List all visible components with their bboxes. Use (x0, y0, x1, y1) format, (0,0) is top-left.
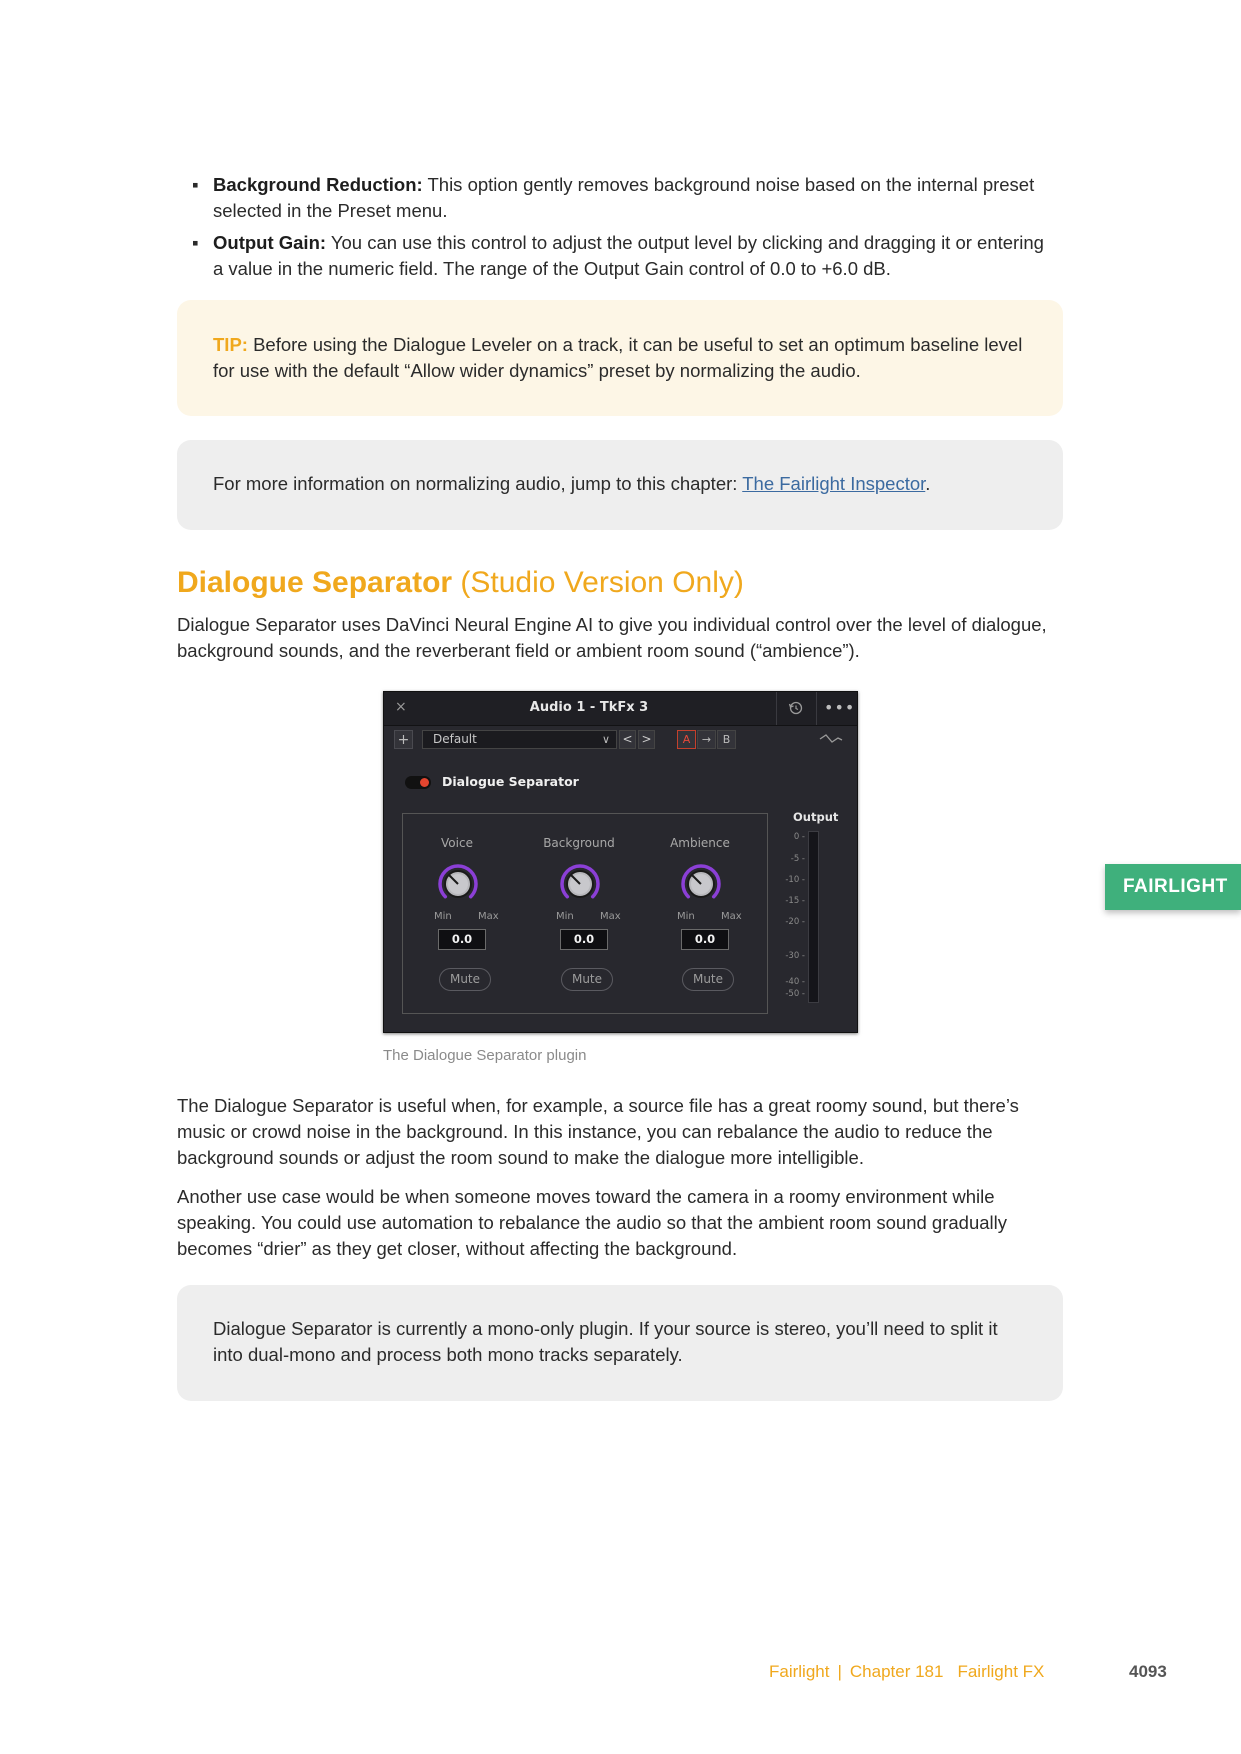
tip-box (177, 300, 1063, 416)
separator-controls-panel (402, 813, 768, 1014)
meter-tick: -10 - (785, 875, 805, 885)
body-paragraph: Another use case would be when someone moves toward the camera in a roomy environment while speaking. You could use automation to rebalance the audio so that the ambient room sound gradually becomes “drier” as they get closer, without affecting the background. (177, 1186, 1007, 1259)
ambience-value-field[interactable]: 0.0 (681, 929, 729, 950)
footer-breadcrumb (769, 1661, 1044, 1683)
voice-knob[interactable] (436, 862, 480, 906)
meter-tick: -15 - (785, 896, 805, 906)
background-mute-button[interactable]: Mute (561, 968, 613, 991)
footer-chapter-title: Fairlight FX (957, 1662, 1045, 1681)
min-label: Min (556, 911, 574, 922)
meter-tick: -30 - (785, 951, 805, 961)
bullet-icon: ▪ (192, 232, 199, 253)
bullet-text: You can use this control to adjust the output level by clicking and dragging it or entering a value in the numeric field. The range of the Output Gain control of 0.0 to +6.0 dB. (213, 232, 1044, 279)
list-item (178, 230, 1058, 282)
plugin-titlebar (384, 692, 857, 726)
divider (776, 692, 777, 725)
voice-value-field[interactable]: 0.0 (438, 929, 486, 950)
min-label: Min (677, 911, 695, 922)
ambience-mute-button[interactable]: Mute (682, 968, 734, 991)
bullet-icon: ▪ (192, 174, 199, 195)
footer-section: Fairlight (769, 1662, 830, 1681)
channel-background (529, 814, 629, 1014)
preset-toolbar (384, 726, 857, 752)
page-number: 4093 (1129, 1662, 1167, 1681)
max-label: Max (478, 911, 499, 922)
info-box (177, 440, 1063, 530)
meter-tick: -40 - (785, 977, 805, 987)
figure-caption: The Dialogue Separator plugin (383, 1047, 587, 1064)
channel-ambience (650, 814, 750, 1014)
bypass-toggle[interactable] (405, 776, 431, 789)
dialogue-separator-plugin-window (383, 691, 858, 1033)
info-text: For more information on normalizing audio, jump to this chapter: (213, 473, 743, 494)
section-title: Dialogue Separator (177, 566, 453, 599)
channel-label: Ambience (670, 836, 730, 850)
min-label: Min (434, 911, 452, 922)
chevron-down-icon: ∨ (601, 733, 610, 746)
compare-a-button[interactable]: A (677, 730, 696, 749)
copy-a-to-b-button[interactable]: → (697, 730, 716, 749)
channel-voice (407, 814, 507, 1014)
list-item (178, 172, 1058, 224)
divider (816, 692, 817, 725)
next-preset-button[interactable]: > (638, 730, 655, 749)
section-subtitle: (Studio Version Only) (452, 566, 744, 599)
meter-tick: -5 - (790, 854, 805, 864)
footer-chapter: Chapter 181 (849, 1662, 944, 1681)
close-icon[interactable]: × (395, 699, 407, 715)
tip-text: Before using the Dialogue Leveler on a track, it can be useful to set an optimum baseline level for use with the default “Allow wider dynamics” preset by normalizing the audio. (213, 334, 1023, 381)
meter-tick: 0 - (793, 832, 805, 842)
toggle-indicator (420, 778, 429, 787)
info-end: . (925, 473, 931, 494)
compare-b-button[interactable]: B (717, 730, 736, 749)
section-heading (177, 563, 744, 603)
preset-select[interactable] (422, 730, 617, 749)
meter-tick: -50 - (785, 989, 805, 999)
plugin-name: Dialogue Separator (442, 774, 579, 789)
meter-tick: -20 - (785, 917, 805, 927)
curve-icon[interactable] (818, 731, 844, 747)
reset-icon[interactable] (787, 699, 805, 717)
bullet-list (178, 172, 1058, 288)
note-text: Dialogue Separator is currently a mono-only plugin. If your source is stereo, you’ll need to split it into dual-mono and process both mono tracks separately. (213, 1318, 998, 1365)
footer-divider: | (837, 1662, 842, 1681)
more-options-icon[interactable]: ••• (824, 698, 856, 717)
section-side-tab[interactable]: FAIRLIGHT (1105, 864, 1241, 910)
tip-label: TIP: (213, 334, 248, 355)
chapter-link[interactable]: The Fairlight Inspector (742, 473, 926, 494)
background-value-field[interactable]: 0.0 (560, 929, 608, 950)
voice-mute-button[interactable]: Mute (439, 968, 491, 991)
output-label: Output (793, 810, 839, 824)
previous-preset-button[interactable]: < (619, 730, 636, 749)
output-meter (808, 831, 819, 1003)
max-label: Max (721, 911, 742, 922)
max-label: Max (600, 911, 621, 922)
preset-value: Default (433, 732, 477, 746)
plugin-title: Audio 1 - TkFx 3 (529, 700, 649, 715)
add-preset-button[interactable]: + (394, 730, 413, 749)
body-paragraph: The Dialogue Separator is useful when, for example, a source file has a great roomy sound, but there’s music or crowd noise in the background. In this instance, you can rebalance the audio to reduce the background sounds or adjust the room sound to make the dialogue more intelligible. (177, 1095, 1019, 1168)
background-knob[interactable] (558, 862, 602, 906)
ambience-knob[interactable] (679, 862, 723, 906)
note-box (177, 1285, 1063, 1401)
bullet-text: This option gently removes background noise based on the internal preset selected in the Preset menu. (213, 174, 1035, 221)
channel-label: Background (543, 836, 615, 850)
intro-paragraph: Dialogue Separator uses DaVinci Neural Engine AI to give you individual control over the level of dialogue, background sounds, and the reverberant field or ambient room sound (“ambience”). (177, 614, 1047, 661)
bullet-term: Background Reduction: (213, 174, 423, 195)
channel-label: Voice (441, 836, 473, 850)
bullet-term: Output Gain: (213, 232, 327, 253)
